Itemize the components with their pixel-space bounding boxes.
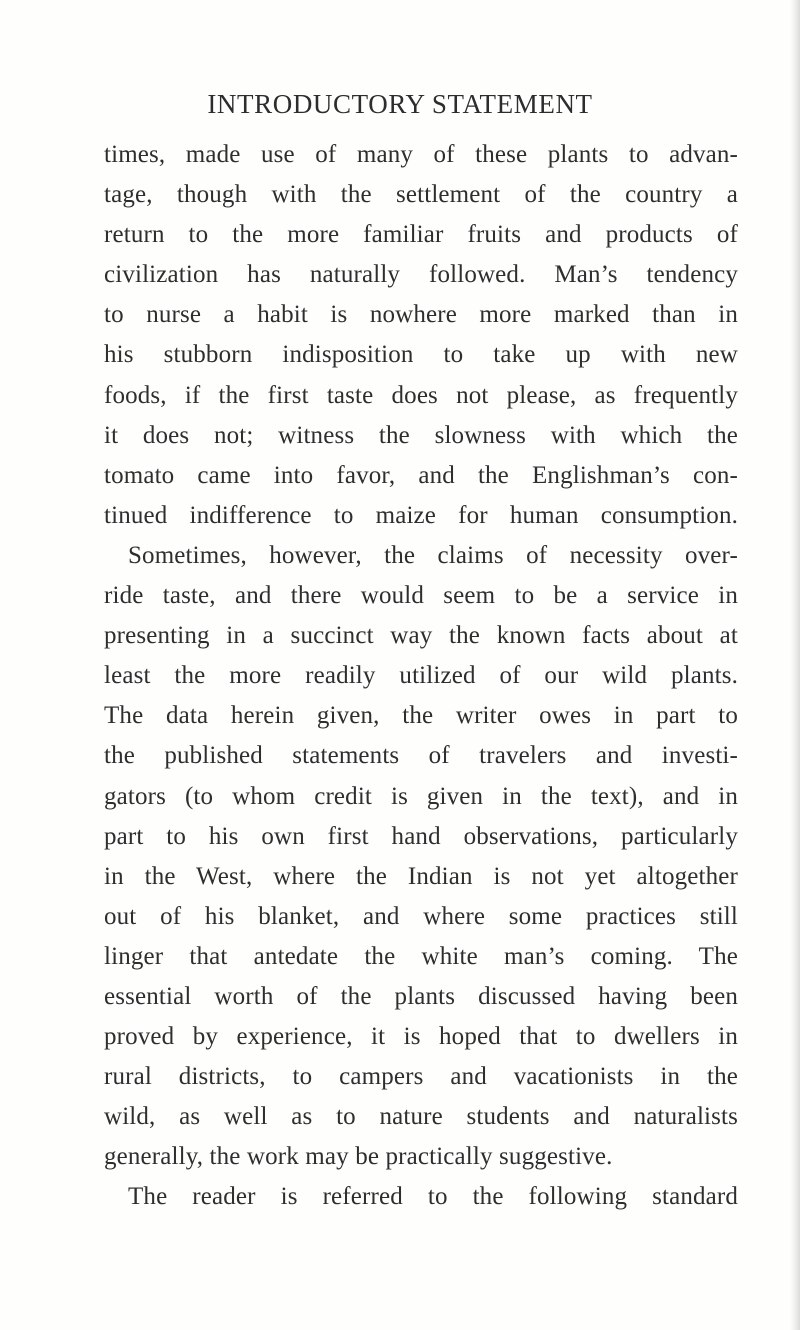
text-line: least the more readily utilized of our wild plants.: [104, 662, 738, 690]
text-line: proved by experience, it is hoped that to dwellers in: [104, 1023, 738, 1051]
text-line: civilization has naturally followed. Man’s tendency: [104, 261, 738, 289]
text-line: ride taste, and there would seem to be a service in: [104, 582, 738, 610]
text-line: times, made use of many of these plants to advan-: [104, 141, 738, 168]
text-line: to nurse a habit is nowhere more marked than in: [104, 301, 738, 329]
running-head: INTRODUCTORY STATEMENT: [207, 89, 593, 119]
text-line: it does not; witness the slowness with which the: [104, 421, 738, 449]
text-line: generally, the work may be practically suggestive.: [104, 1143, 613, 1171]
text-line: foods, if the first taste does not please, as frequently: [104, 381, 738, 409]
text-line: return to the more familiar fruits and products of: [104, 221, 738, 249]
text-line: The reader is referred to the following standard: [128, 1183, 738, 1211]
body-text: [104, 135, 738, 1218]
text-line: his stubborn indisposition to take up with new: [104, 341, 738, 369]
text-line: presenting in a succinct way the known facts about at: [104, 622, 738, 650]
text-line: essential worth of the plants discussed having been: [104, 982, 738, 1010]
text-line: tage, though with the settlement of the country a: [104, 181, 738, 209]
text-line: rural districts, to campers and vacationists in the: [104, 1063, 738, 1091]
page-edge-shadow: [790, 0, 800, 1330]
text-line: linger that antedate the white man’s coming. The: [104, 942, 738, 970]
text-line: wild, as well as to nature students and naturalists: [104, 1103, 738, 1131]
text-line: in the West, where the Indian is not yet altogether: [104, 862, 738, 890]
text-line: gators (to whom credit is given in the text), and in: [104, 782, 738, 810]
text-line: Sometimes, however, the claims of necessity over-: [128, 541, 738, 569]
text-line: part to his own first hand observations, particularly: [104, 822, 738, 850]
text-line: The data herein given, the writer owes in part to: [104, 702, 738, 730]
text-line: tinued indifference to maize for human consumption.: [104, 501, 738, 529]
text-line: the published statements of travelers and investi-: [104, 742, 738, 770]
text-line: out of his blanket, and where some practices still: [104, 902, 738, 930]
text-line: tomato came into favor, and the Englishman’s con-: [104, 461, 738, 489]
